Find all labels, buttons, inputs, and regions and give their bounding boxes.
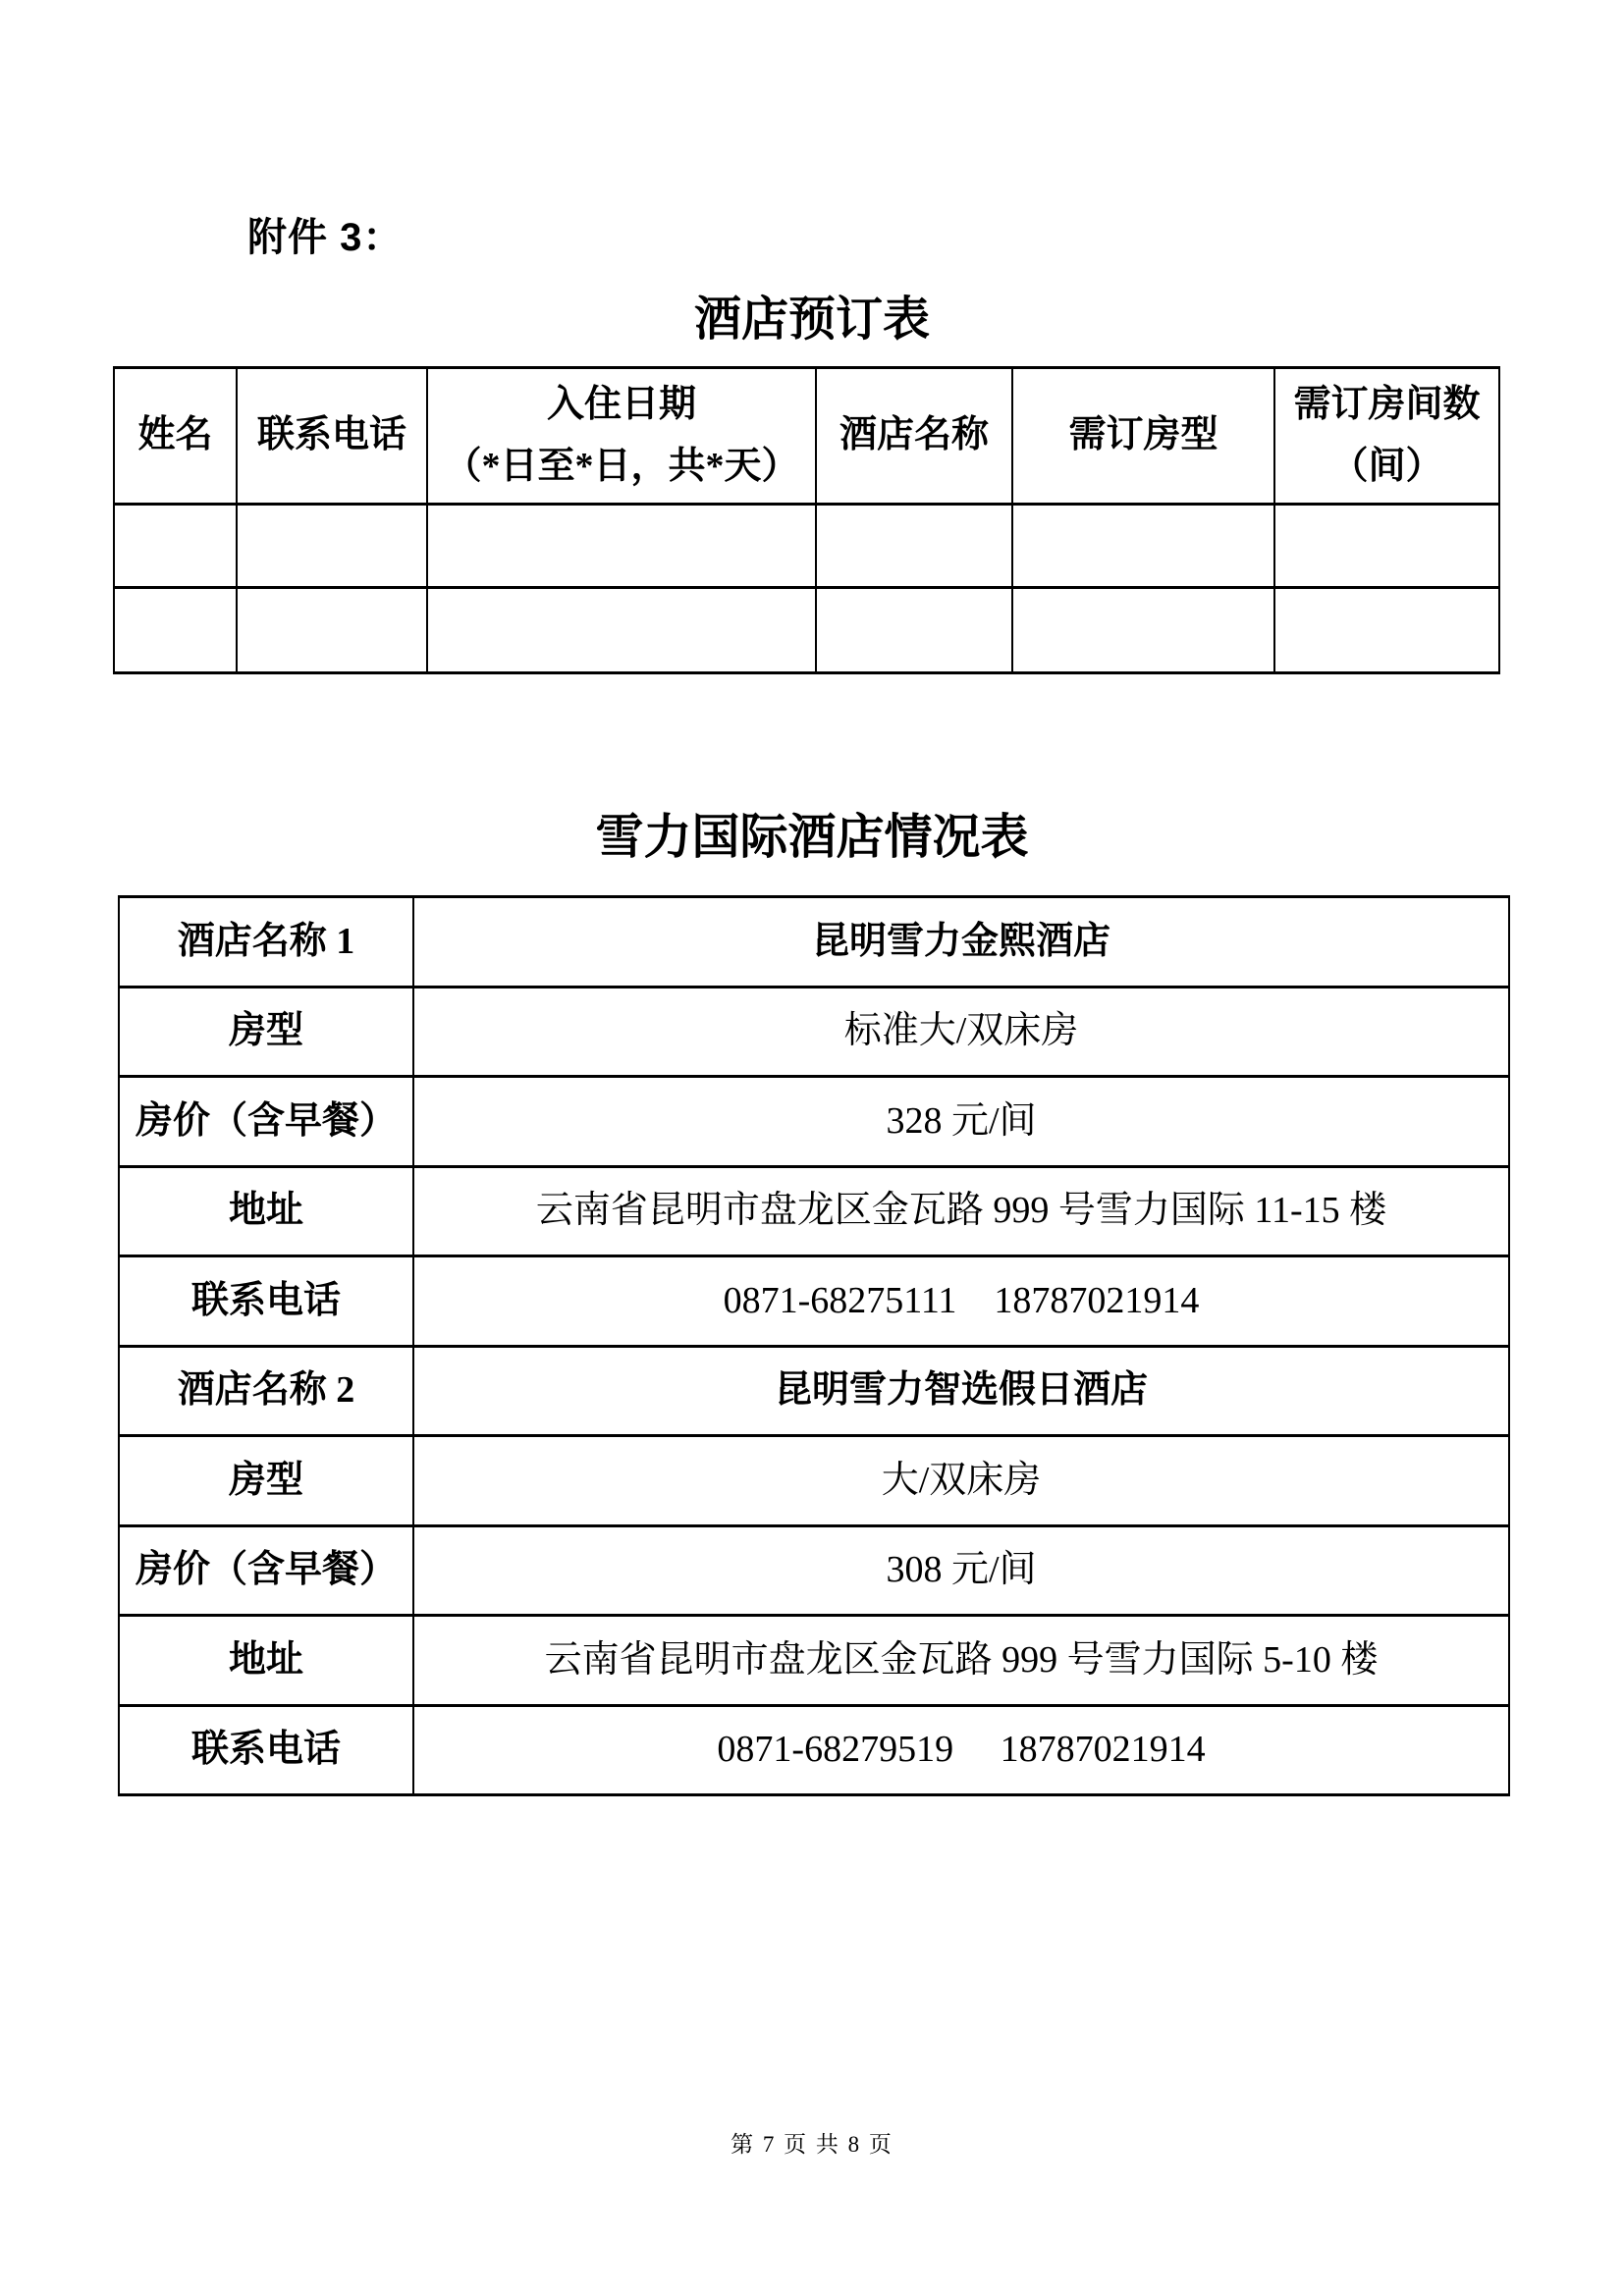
header-line: 入住日期 [546, 383, 696, 425]
info-value-cell: 昆明雪力金熙酒店 [414, 898, 1510, 988]
info-value-cell: 云南省昆明市盘龙区金瓦路 999 号雪力国际 5-10 楼 [414, 1617, 1510, 1707]
info-value-cell: 0871-68279519 18787021914 [414, 1707, 1510, 1797]
booking-empty-cell [1275, 506, 1500, 589]
header-line: 需订房间数 [1293, 383, 1481, 425]
booking-header-cell-phone [238, 369, 428, 506]
booking-empty-cell [428, 506, 817, 589]
booking-header-cell-hotel [817, 369, 1013, 506]
info-label-cell: 房价（含早餐） [120, 1078, 414, 1168]
header-line: 联系电话 [256, 414, 406, 456]
booking-empty-cell [115, 589, 238, 674]
info-value-cell: 328 元/间 [414, 1078, 1510, 1168]
info-value-cell: 昆明雪力智选假日酒店 [414, 1348, 1510, 1438]
header-line: 需订房型 [1068, 414, 1218, 456]
booking-header-cell-dates [428, 369, 817, 506]
info-label-cell: 酒店名称 1 [120, 898, 414, 988]
info-label-cell: 联系电话 [120, 1707, 414, 1797]
info-value-cell: 0871-68275111 18787021914 [414, 1257, 1510, 1348]
booking-empty-cell [115, 506, 238, 589]
header-line: 酒店名称 [839, 414, 989, 456]
attachment-label: 附件 3： [247, 216, 404, 259]
booking-table-title: 酒店预订表 [693, 294, 930, 346]
info-value-cell: 大/双床房 [414, 1437, 1510, 1527]
booking-header-cell-name [115, 369, 238, 506]
info-value-cell: 云南省昆明市盘龙区金瓦路 999 号雪力国际 11-15 楼 [414, 1168, 1510, 1258]
booking-empty-cell [1275, 589, 1500, 674]
page-footer: 第 7 页 共 8 页 [731, 2132, 893, 2157]
info-label-cell: 酒店名称 2 [120, 1348, 414, 1438]
booking-empty-cell [817, 506, 1013, 589]
header-subline: （间） [1330, 446, 1443, 487]
booking-table [113, 366, 1500, 674]
info-label-cell: 地址 [120, 1617, 414, 1707]
booking-empty-cell [817, 589, 1013, 674]
hotel-info-table-title: 雪力国际酒店情况表 [595, 810, 1029, 864]
booking-empty-cell [1013, 589, 1275, 674]
booking-empty-cell [238, 506, 428, 589]
info-label-cell: 房型 [120, 1437, 414, 1527]
info-label-cell: 联系电话 [120, 1257, 414, 1348]
booking-header-cell-room-count [1275, 369, 1500, 506]
header-subline: （*日至*日，共*天） [444, 446, 799, 487]
booking-empty-cell [428, 589, 817, 674]
info-label-cell: 房型 [120, 988, 414, 1079]
booking-header-cell-room-type [1013, 369, 1275, 506]
info-label-cell: 地址 [120, 1168, 414, 1258]
booking-empty-cell [1013, 506, 1275, 589]
info-value-cell: 标准大/双床房 [414, 988, 1510, 1079]
info-value-cell: 308 元/间 [414, 1527, 1510, 1618]
hotel-info-table [118, 895, 1510, 1796]
header-line: 姓名 [137, 414, 213, 456]
info-label-cell: 房价（含早餐） [120, 1527, 414, 1618]
booking-empty-cell [238, 589, 428, 674]
